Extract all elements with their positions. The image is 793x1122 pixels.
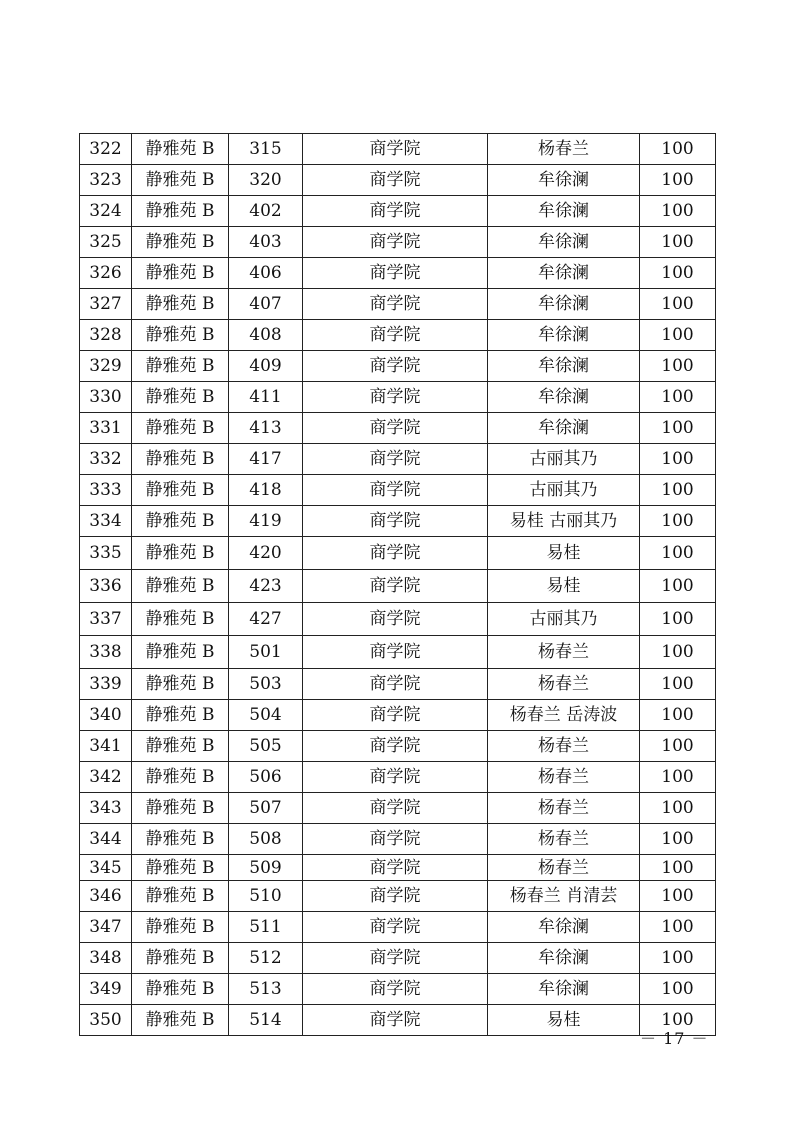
cell-supervisor: 易桂 — [488, 537, 640, 570]
cell-college: 商学院 — [303, 881, 488, 912]
cell-supervisor: 易桂 — [488, 1005, 640, 1036]
cell-building: 静雅苑 B — [132, 570, 229, 603]
cell-score: 100 — [640, 974, 716, 1005]
cell-room-number: 320 — [229, 165, 303, 196]
cell-score: 100 — [640, 669, 716, 700]
cell-score: 100 — [640, 912, 716, 943]
cell-supervisor: 杨春兰 岳涛波 — [488, 700, 640, 731]
cell-supervisor: 牟徐澜 — [488, 227, 640, 258]
cell-score: 100 — [640, 382, 716, 413]
cell-building: 静雅苑 B — [132, 974, 229, 1005]
table-row — [80, 289, 716, 320]
cell-college: 商学院 — [303, 289, 488, 320]
cell-building: 静雅苑 B — [132, 762, 229, 793]
table-row — [80, 731, 716, 762]
cell-room-number: 411 — [229, 382, 303, 413]
cell-college: 商学院 — [303, 974, 488, 1005]
cell-score: 100 — [640, 165, 716, 196]
page-number: － 17 － — [640, 1029, 709, 1048]
cell-score: 100 — [640, 413, 716, 444]
cell-building: 静雅苑 B — [132, 475, 229, 506]
cell-room-number: 514 — [229, 1005, 303, 1036]
cell-room-number: 511 — [229, 912, 303, 943]
cell-building: 静雅苑 B — [132, 537, 229, 570]
cell-score: 100 — [640, 227, 716, 258]
cell-college: 商学院 — [303, 824, 488, 855]
cell-supervisor: 杨春兰 — [488, 793, 640, 824]
cell-building: 静雅苑 B — [132, 943, 229, 974]
cell-building: 静雅苑 B — [132, 855, 229, 881]
cell-room-number: 427 — [229, 603, 303, 636]
cell-score: 100 — [640, 258, 716, 289]
cell-row-number: 331 — [80, 413, 132, 444]
cell-row-number: 332 — [80, 444, 132, 475]
cell-score: 100 — [640, 700, 716, 731]
cell-supervisor: 易桂 古丽其乃 — [488, 506, 640, 537]
table-row — [80, 227, 716, 258]
cell-room-number: 503 — [229, 669, 303, 700]
cell-building: 静雅苑 B — [132, 824, 229, 855]
cell-supervisor: 古丽其乃 — [488, 603, 640, 636]
cell-college: 商学院 — [303, 855, 488, 881]
cell-building: 静雅苑 B — [132, 1005, 229, 1036]
cell-college: 商学院 — [303, 570, 488, 603]
table-row — [80, 793, 716, 824]
cell-supervisor: 牟徐澜 — [488, 320, 640, 351]
cell-row-number: 329 — [80, 351, 132, 382]
cell-row-number: 336 — [80, 570, 132, 603]
cell-supervisor: 牟徐澜 — [488, 974, 640, 1005]
cell-supervisor: 牟徐澜 — [488, 351, 640, 382]
table-row — [80, 974, 716, 1005]
cell-supervisor: 杨春兰 — [488, 636, 640, 669]
cell-building: 静雅苑 B — [132, 196, 229, 227]
cell-row-number: 343 — [80, 793, 132, 824]
cell-room-number: 504 — [229, 700, 303, 731]
cell-score: 100 — [640, 537, 716, 570]
cell-row-number: 334 — [80, 506, 132, 537]
cell-building: 静雅苑 B — [132, 413, 229, 444]
cell-building: 静雅苑 B — [132, 506, 229, 537]
cell-college: 商学院 — [303, 731, 488, 762]
cell-score: 100 — [640, 881, 716, 912]
cell-row-number: 348 — [80, 943, 132, 974]
cell-college: 商学院 — [303, 636, 488, 669]
table-row — [80, 475, 716, 506]
cell-row-number: 340 — [80, 700, 132, 731]
cell-building: 静雅苑 B — [132, 669, 229, 700]
cell-supervisor: 牟徐澜 — [488, 165, 640, 196]
cell-row-number: 324 — [80, 196, 132, 227]
cell-supervisor: 牟徐澜 — [488, 196, 640, 227]
cell-building: 静雅苑 B — [132, 636, 229, 669]
cell-college: 商学院 — [303, 227, 488, 258]
cell-row-number: 345 — [80, 855, 132, 881]
cell-college: 商学院 — [303, 134, 488, 165]
cell-room-number: 505 — [229, 731, 303, 762]
cell-room-number: 501 — [229, 636, 303, 669]
table-row — [80, 196, 716, 227]
cell-supervisor: 杨春兰 — [488, 731, 640, 762]
table-row — [80, 320, 716, 351]
cell-college: 商学院 — [303, 943, 488, 974]
cell-room-number: 408 — [229, 320, 303, 351]
cell-score: 100 — [640, 320, 716, 351]
cell-score: 100 — [640, 444, 716, 475]
cell-row-number: 330 — [80, 382, 132, 413]
cell-row-number: 342 — [80, 762, 132, 793]
cell-college: 商学院 — [303, 258, 488, 289]
cell-supervisor: 牟徐澜 — [488, 413, 640, 444]
cell-college: 商学院 — [303, 762, 488, 793]
cell-college: 商学院 — [303, 165, 488, 196]
cell-building: 静雅苑 B — [132, 731, 229, 762]
cell-row-number: 333 — [80, 475, 132, 506]
cell-building: 静雅苑 B — [132, 165, 229, 196]
cell-row-number: 322 — [80, 134, 132, 165]
cell-supervisor: 牟徐澜 — [488, 912, 640, 943]
table-row — [80, 570, 716, 603]
cell-room-number: 508 — [229, 824, 303, 855]
table-row — [80, 700, 716, 731]
cell-row-number: 347 — [80, 912, 132, 943]
cell-supervisor: 古丽其乃 — [488, 475, 640, 506]
cell-score: 100 — [640, 855, 716, 881]
cell-room-number: 507 — [229, 793, 303, 824]
cell-college: 商学院 — [303, 444, 488, 475]
cell-building: 静雅苑 B — [132, 382, 229, 413]
cell-room-number: 512 — [229, 943, 303, 974]
cell-room-number: 409 — [229, 351, 303, 382]
cell-room-number: 513 — [229, 974, 303, 1005]
table-row — [80, 762, 716, 793]
table-row — [80, 382, 716, 413]
cell-college: 商学院 — [303, 413, 488, 444]
cell-college: 商学院 — [303, 196, 488, 227]
cell-score: 100 — [640, 731, 716, 762]
table-row — [80, 636, 716, 669]
cell-supervisor: 易桂 — [488, 570, 640, 603]
table-row — [80, 351, 716, 382]
cell-score: 100 — [640, 134, 716, 165]
cell-row-number: 346 — [80, 881, 132, 912]
cell-supervisor: 杨春兰 — [488, 762, 640, 793]
cell-row-number: 326 — [80, 258, 132, 289]
cell-building: 静雅苑 B — [132, 881, 229, 912]
cell-row-number: 335 — [80, 537, 132, 570]
cell-room-number: 315 — [229, 134, 303, 165]
cell-score: 100 — [640, 793, 716, 824]
cell-college: 商学院 — [303, 603, 488, 636]
cell-row-number: 341 — [80, 731, 132, 762]
cell-building: 静雅苑 B — [132, 700, 229, 731]
cell-room-number: 510 — [229, 881, 303, 912]
cell-college: 商学院 — [303, 537, 488, 570]
cell-supervisor: 古丽其乃 — [488, 444, 640, 475]
cell-supervisor: 杨春兰 — [488, 855, 640, 881]
cell-room-number: 417 — [229, 444, 303, 475]
cell-score: 100 — [640, 762, 716, 793]
table-row — [80, 413, 716, 444]
table-row — [80, 824, 716, 855]
cell-building: 静雅苑 B — [132, 444, 229, 475]
table-row — [80, 1005, 716, 1036]
cell-row-number: 323 — [80, 165, 132, 196]
cell-row-number: 337 — [80, 603, 132, 636]
cell-score: 100 — [640, 603, 716, 636]
cell-room-number: 423 — [229, 570, 303, 603]
table-row — [80, 912, 716, 943]
cell-college: 商学院 — [303, 320, 488, 351]
cell-row-number: 325 — [80, 227, 132, 258]
cell-score: 100 — [640, 475, 716, 506]
cell-row-number: 350 — [80, 1005, 132, 1036]
cell-college: 商学院 — [303, 1005, 488, 1036]
cell-building: 静雅苑 B — [132, 603, 229, 636]
cell-supervisor: 牟徐澜 — [488, 943, 640, 974]
cell-score: 100 — [640, 1005, 716, 1036]
cell-room-number: 406 — [229, 258, 303, 289]
table-row — [80, 855, 716, 881]
table-body — [80, 134, 716, 1036]
cell-room-number: 402 — [229, 196, 303, 227]
cell-row-number: 328 — [80, 320, 132, 351]
cell-score: 100 — [640, 351, 716, 382]
table-row — [80, 537, 716, 570]
cell-row-number: 338 — [80, 636, 132, 669]
cell-score: 100 — [640, 636, 716, 669]
cell-supervisor: 杨春兰 — [488, 134, 640, 165]
cell-building: 静雅苑 B — [132, 793, 229, 824]
cell-score: 100 — [640, 570, 716, 603]
cell-row-number: 327 — [80, 289, 132, 320]
cell-supervisor: 杨春兰 — [488, 824, 640, 855]
table-row — [80, 258, 716, 289]
cell-score: 100 — [640, 824, 716, 855]
cell-college: 商学院 — [303, 669, 488, 700]
cell-room-number: 509 — [229, 855, 303, 881]
cell-row-number: 339 — [80, 669, 132, 700]
cell-row-number: 349 — [80, 974, 132, 1005]
cell-building: 静雅苑 B — [132, 912, 229, 943]
cell-room-number: 419 — [229, 506, 303, 537]
cell-supervisor: 牟徐澜 — [488, 258, 640, 289]
cell-room-number: 413 — [229, 413, 303, 444]
cell-building: 静雅苑 B — [132, 258, 229, 289]
cell-building: 静雅苑 B — [132, 351, 229, 382]
cell-college: 商学院 — [303, 912, 488, 943]
table-row — [80, 506, 716, 537]
cell-supervisor: 杨春兰 肖清芸 — [488, 881, 640, 912]
cell-building: 静雅苑 B — [132, 227, 229, 258]
cell-college: 商学院 — [303, 506, 488, 537]
table-row — [80, 943, 716, 974]
table-row — [80, 881, 716, 912]
table-row — [80, 444, 716, 475]
cell-college: 商学院 — [303, 793, 488, 824]
cell-building: 静雅苑 B — [132, 289, 229, 320]
cell-room-number: 420 — [229, 537, 303, 570]
table-row — [80, 669, 716, 700]
table-row — [80, 165, 716, 196]
table-row — [80, 134, 716, 165]
cell-building: 静雅苑 B — [132, 320, 229, 351]
cell-college: 商学院 — [303, 700, 488, 731]
cell-score: 100 — [640, 196, 716, 227]
dormitory-table — [79, 133, 716, 1036]
cell-room-number: 418 — [229, 475, 303, 506]
cell-supervisor: 杨春兰 — [488, 669, 640, 700]
cell-college: 商学院 — [303, 475, 488, 506]
cell-score: 100 — [640, 506, 716, 537]
cell-college: 商学院 — [303, 351, 488, 382]
cell-room-number: 506 — [229, 762, 303, 793]
cell-college: 商学院 — [303, 382, 488, 413]
table-row — [80, 603, 716, 636]
cell-building: 静雅苑 B — [132, 134, 229, 165]
cell-room-number: 403 — [229, 227, 303, 258]
cell-score: 100 — [640, 943, 716, 974]
cell-supervisor: 牟徐澜 — [488, 289, 640, 320]
cell-score: 100 — [640, 289, 716, 320]
cell-row-number: 344 — [80, 824, 132, 855]
cell-supervisor: 牟徐澜 — [488, 382, 640, 413]
cell-room-number: 407 — [229, 289, 303, 320]
